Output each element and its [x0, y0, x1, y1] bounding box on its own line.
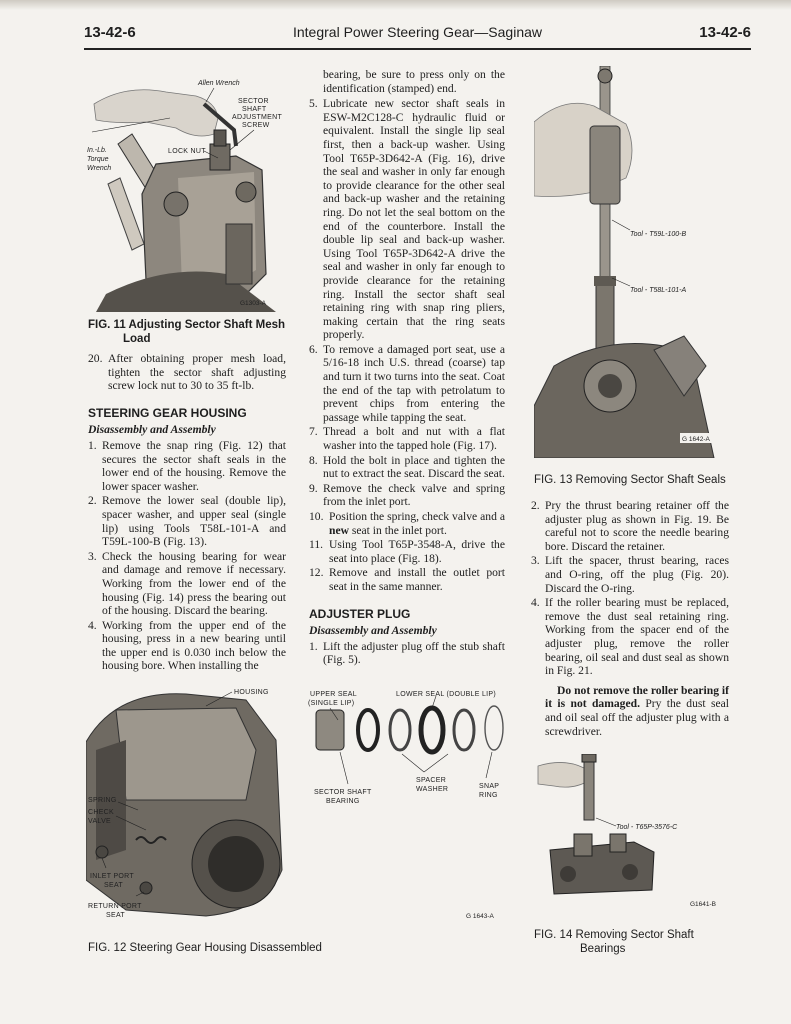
step-text: Remove and install the outlet port seat in the same manner.: [329, 566, 505, 593]
fig11-code: G1303-A: [240, 300, 267, 307]
column-3-text: [531, 499, 729, 740]
fig13-tool-1: Tool - T59L-100-B: [630, 231, 687, 238]
label-snap-1: SNAP: [479, 783, 500, 790]
step-number: 20.: [88, 352, 103, 365]
step-text: Remove the check valve and spring from the inlet port.: [323, 481, 505, 509]
step-5: [309, 97, 505, 342]
label-sector-bearing-1: SECTOR SHAFT: [314, 789, 372, 796]
step-7: [309, 425, 505, 452]
label-spring: SPRING: [88, 797, 117, 804]
label-return-1: RETURN PORT: [88, 903, 142, 910]
label-inlet-2: SEAT: [104, 882, 123, 889]
fig11-caption: [88, 318, 288, 346]
step-text: Position the spring, check valve and a: [329, 510, 505, 523]
subheading-adjuster: Disassembly and Assembly: [309, 624, 437, 638]
label-allen-wrench: Allen Wrench: [198, 80, 240, 87]
label-lock-nut: LOCK NUT: [168, 148, 206, 155]
step-text: Hold the bolt in place and tighten the nut to extract the seat. Discard the seat.: [323, 453, 505, 481]
adjuster-step-2: [531, 499, 729, 553]
fig13-tool-2: Tool - T58L-101-A: [630, 287, 687, 294]
label-inlb-2: Torque: [87, 156, 109, 163]
step-text: Remove the lower seal (double lip), spacer washer, and upper seal (single lip) using Tools T58L-101-A and T59L-100-B (Fig. 13).: [102, 494, 286, 549]
label-sector-bearing-2: BEARING: [326, 798, 360, 805]
scan-top-edge: [0, 0, 791, 10]
label-inlb-1: In.-Lb.: [87, 147, 107, 154]
step-number: 3.: [531, 554, 540, 568]
step-text: Working from the upper end of the housing, press in a new bearing until the upper end is 0.030 inch below the housing bore. When installing the: [102, 618, 286, 673]
caution-text: Pry the dust seal and oil seal off the adjuster plug with a screwdriver.: [545, 697, 729, 738]
step-text: Thread a bolt and nut with a flat washer into the tapped hole (Fig. 17).: [323, 425, 505, 453]
label-lower-seal: LOWER SEAL (DOUBLE LIP): [396, 691, 496, 698]
fig14-tool: Tool - T65P-3576-C: [616, 824, 678, 831]
step-8: [309, 454, 505, 481]
caution-note: [531, 684, 729, 738]
step-number: 1.: [88, 438, 97, 452]
step-11: [309, 538, 505, 565]
label-spacer-1: SPACER: [416, 777, 447, 784]
step-number: 4.: [531, 596, 540, 610]
running-title: Integral Power Steering Gear—Saginaw: [292, 24, 543, 40]
fig12-caption: FIG. 12 Steering Gear Housing Disassembled: [88, 942, 322, 954]
housing-step-2: [88, 494, 286, 548]
step-20: [88, 352, 286, 393]
fig14-caption: [534, 928, 734, 956]
fig12-code: G 1643-A: [466, 913, 494, 920]
fig13-code: G 1642-A: [682, 436, 710, 443]
header-rule: [84, 48, 751, 50]
step-number: 2.: [88, 494, 97, 508]
label-inlb-3: Wrench: [87, 165, 112, 172]
step-number: 4.: [88, 618, 97, 632]
step-text: Pry the thrust bearing retainer off the adjuster plug as shown in Fig. 19. Be careful not to score the needle bearing bore. Discard the retainer.: [545, 499, 729, 553]
housing-step-3: [88, 550, 286, 618]
step-6: [309, 343, 505, 425]
step-text: Check the housing bearing for wear and damage and remove if necessary. Working from the lower end of the housing (Fig. 14) press the bearing out of the housing. Discard the bearing.: [102, 549, 286, 618]
step-text: seat in the inlet port.: [348, 523, 447, 537]
housing-step-1: [88, 439, 286, 493]
step-text-bold: new: [329, 523, 349, 537]
step-number: 1.: [309, 639, 318, 653]
step-text: Remove the snap ring (Fig. 12) that secures the sector shaft seals in the lower end of the housing. Remove the lower spacer washer.: [102, 438, 286, 493]
fig12-illustration: [86, 680, 522, 926]
continued-text: bearing, be sure to press only on the identification (stamped) end.: [323, 68, 505, 95]
caution-bold: Do not remove the roller bearing if it is not damaged.: [545, 683, 729, 711]
adjuster-step-4: [531, 596, 729, 678]
label-snap-2: RING: [479, 792, 498, 799]
step-number: 10.: [309, 510, 324, 523]
subheading-housing: Disassembly and Assembly: [88, 423, 216, 437]
fig14-code: G1641-B: [690, 901, 717, 908]
label-sector-3: ADJUSTMENT: [232, 114, 283, 121]
fig11-illustration: [86, 74, 286, 312]
step-text: After obtaining proper mesh load, tighten the sector shaft adjusting screw lock nut to 30 to 35 ft-lb.: [108, 352, 286, 393]
step-number: 2.: [531, 499, 540, 512]
label-check-2: VALVE: [88, 818, 112, 825]
housing-step-4: [88, 619, 286, 673]
step-number: 5.: [309, 97, 318, 111]
label-sector-4: SCREW: [242, 122, 270, 129]
fig14-illustration: [534, 754, 720, 914]
label-inlet-1: INLET PORT: [90, 873, 134, 880]
fig11-caption-line1: FIG. 11 Adjusting Sector Shaft Mesh: [88, 319, 286, 331]
section-heading-adjuster: ADJUSTER PLUG: [309, 606, 411, 621]
fig13-caption: FIG. 13 Removing Sector Shaft Seals: [534, 474, 726, 486]
page-header: [84, 24, 751, 48]
label-return-2: SEAT: [106, 912, 125, 919]
page-number-left: 13-42-6: [84, 24, 136, 41]
column-2-text: [309, 68, 505, 668]
step-12: [309, 566, 505, 593]
step-text: Lift the spacer, thrust bearing, races and O-ring, off the plug (Fig. 20). Discard the O-ring.: [545, 554, 729, 595]
step-number: 8.: [309, 453, 318, 467]
adjuster-step-3: [531, 554, 729, 595]
step-text: Using Tool T65P-3548-A, drive the seat into place (Fig. 18).: [329, 538, 505, 565]
step-number: 6.: [309, 342, 318, 356]
step-number: 9.: [309, 481, 318, 495]
step-10: [309, 510, 505, 537]
step-number: 12.: [309, 566, 324, 580]
label-spacer-2: WASHER: [416, 786, 449, 793]
label-housing: HOUSING: [234, 689, 269, 696]
page-number-right: 13-42-6: [699, 24, 751, 41]
fig14-caption-line1: FIG. 14 Removing Sector Shaft: [534, 929, 694, 941]
step-number: 11.: [309, 538, 324, 552]
column-1-text: [88, 352, 286, 674]
fig14-caption-line2: Bearings: [580, 943, 626, 955]
label-check-1: CHECK: [88, 809, 115, 816]
step-text: Lubricate new sector shaft seals in ESW-M2C128-C hydraulic fluid or equivalent. Install the single lip seal first, then a back-up washer. Using Tool T65P-3D642-A (Fig. 16), drive the seal and washer in only far enough to provide clearance for the other seal and back-up washer and the retaining ring. Do not let the seal bottom on the end of the counterbore. Install the double lip seal and back-up washer. Using Tool T65P-3D642-A drive the seal and washer in only far enough to provide clearance for the retaining ring. Install the sector shaft seal retaining ring with snap ring pliers, making certain that the ring seats properly.: [323, 97, 505, 342]
step-9: [309, 482, 505, 509]
step-number: 3.: [88, 549, 97, 563]
label-sector-2: SHAFT: [242, 106, 267, 113]
label-upper-seal-1: UPPER SEAL: [310, 691, 357, 698]
fig13-illustration: [534, 66, 720, 458]
fig11-caption-line2: Load: [123, 333, 151, 345]
step-number: 7.: [309, 425, 318, 439]
adjuster-step-1: [309, 640, 505, 667]
section-heading-housing: STEERING GEAR HOUSING: [88, 405, 247, 420]
step-text: Lift the adjuster plug off the stub shaft (Fig. 5).: [323, 639, 505, 667]
label-sector-1: SECTOR: [238, 98, 269, 105]
label-upper-seal-2: (SINGLE LIP): [308, 700, 355, 707]
step-text: If the roller bearing must be replaced, remove the dust seal retaining ring. Working from the spacer end of the adjuster plug, remove the roller bearing, oil seal and dust seal as shown in Fig. 21.: [545, 596, 729, 678]
step-text: To remove a damaged port seat, use a 5/16-18 inch U.S. thread (coarse) tap and turn it two turns into the seat. Coat the end of the tap with petrolatum to prevent chips from entering the passage while tapping the seat.: [323, 342, 505, 424]
